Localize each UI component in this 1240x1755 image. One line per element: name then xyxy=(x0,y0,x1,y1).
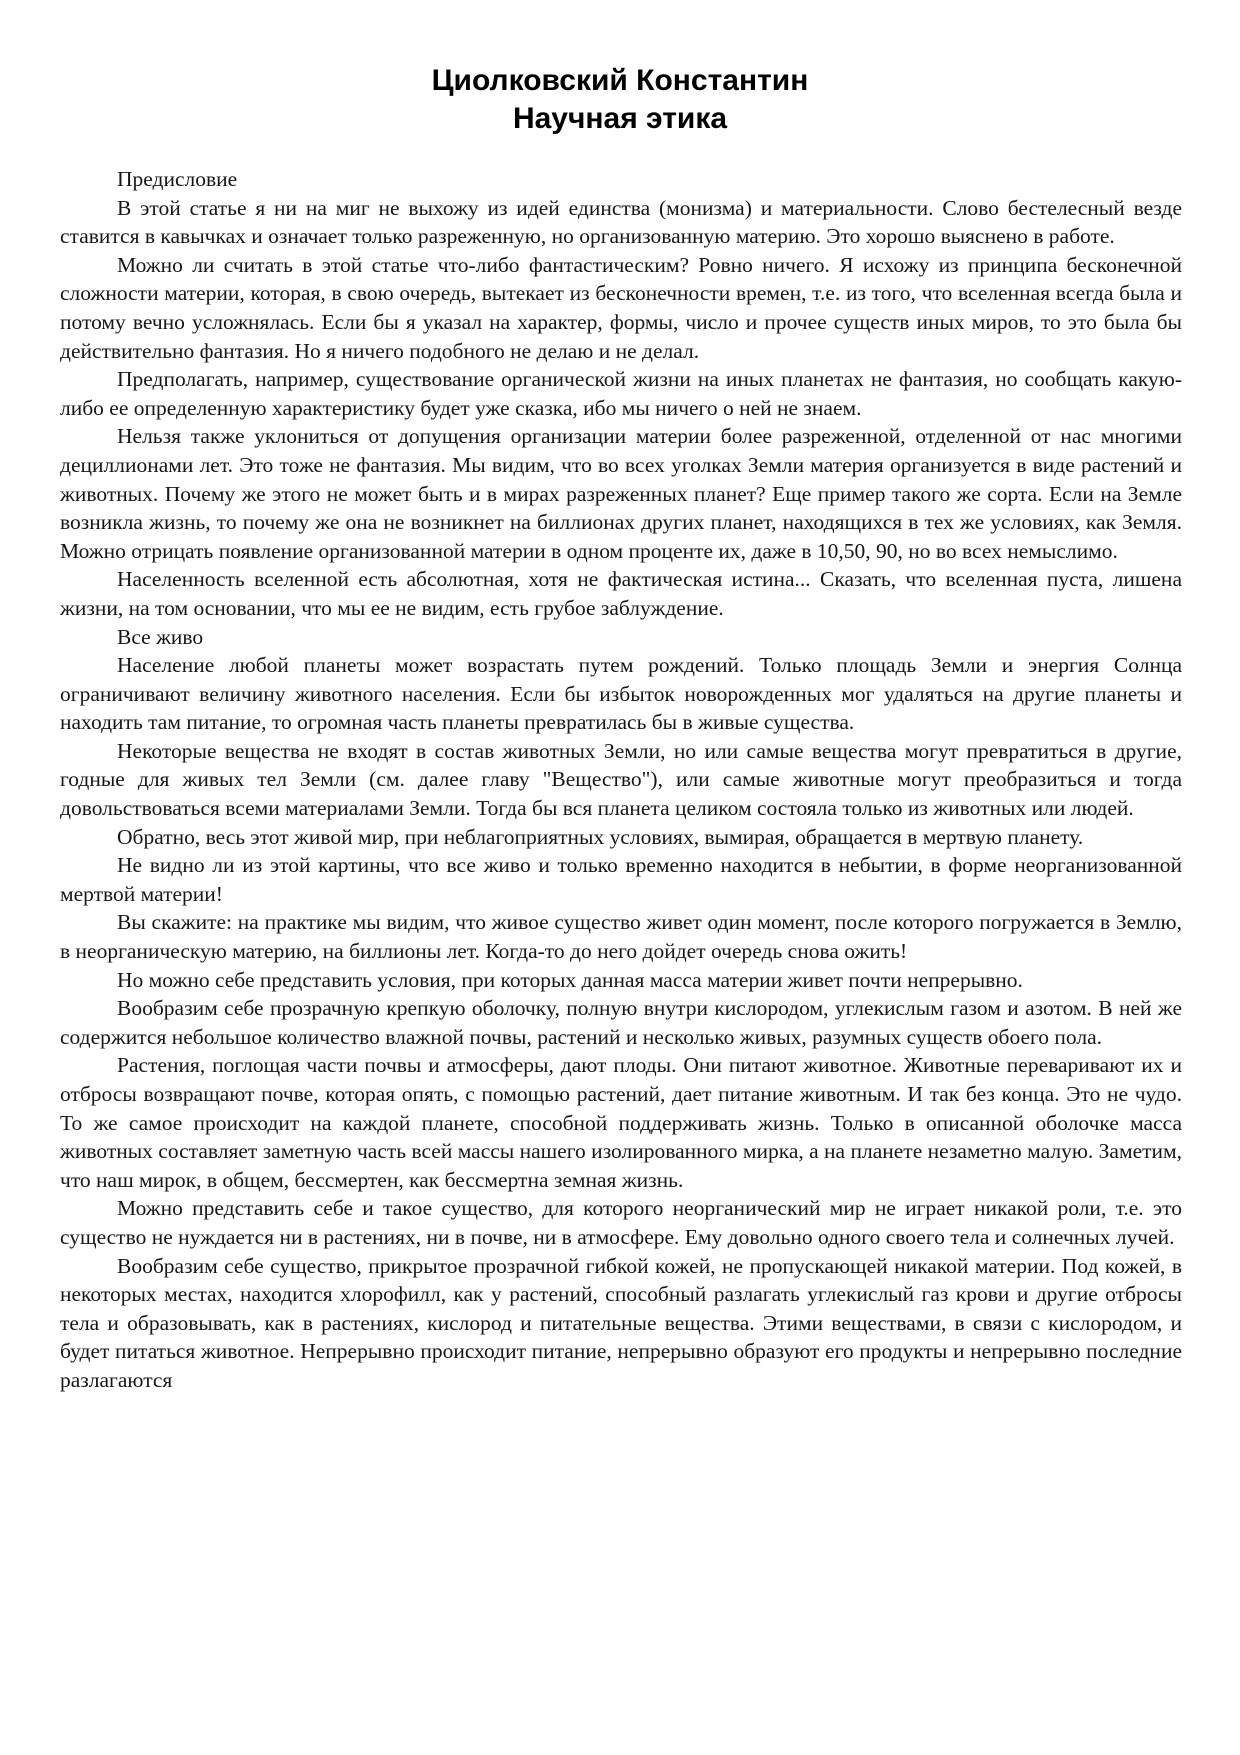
paragraph: Населенность вселенной есть абсолютная, хотя не фактическая истина... Сказать, что вселенная пуста, лишена жизни, на том основании, что мы ее не видим, есть грубое заблуждение. xyxy=(60,567,1182,620)
paragraph: Не видно ли из этой картины, что все живо и только временно находится в небытии, в форме неорганизованной мертвой материи! xyxy=(60,853,1182,906)
work-title: Научная этика xyxy=(512,102,728,135)
paragraph: Некоторые вещества не входят в состав животных Земли, но или самые вещества могут превратиться в другие, годные для живых тел Земли (см. далее главу "Вещество"), или самые животные могут преобразиться и тогда довольствоваться всеми материалами Земли. Тогда бы вся планета целиком состояла только из животных или людей. xyxy=(60,738,1182,821)
heading-preface: Предисловие xyxy=(117,167,238,191)
paragraph: Растения, поглощая части почвы и атмосферы, дают плоды. Они питают животное. Животные переваривают их и отбросы возвращают почве, которая опять, с помощью растений, дает питание животным. И так без конца. Это не чудо. То же самое происходит на каждой планете, способной поддерживать жизнь. Только в описанной оболочке масса животных составляет заметную часть всей массы нашего изолированного мирка, а на планете незаметно малую. Заметим, что наш мирок, в общем, бессмертен, как бессмертна земная жизнь. xyxy=(60,1053,1182,1192)
paragraph: Можно представить себе и такое существо, для которого неорганический мир не играет никакой роли, т.е. это существо не нуждается ни в растениях, ни в почве, ни в атмосфере. Ему довольно одного своего тела и солнечных лучей. xyxy=(60,1196,1182,1249)
paragraph: Вообразим себе существо, прикрытое прозрачной гибкой кожей, не пропускающей никакой материи. Под кожей, в некоторых местах, находится хлорофилл, как у растений, способный разлагать углекислый газ крови и другие отбросы тела и образовывать, как в растениях, кислород и питательные вещества. Этими веществами, в связи с кислородом, и будет питаться животное. Непрерывно происходит питание, непрерывно образуют его продукты и непрерывно последние разлагаются xyxy=(60,1253,1182,1392)
heading-all-alive: Все живо xyxy=(117,624,204,649)
paragraph: Вообразим себе прозрачную крепкую оболочку, полную внутри кислородом, углекислым газом и азотом. В ней же содержится небольшое количество влажной почвы, растений и несколько живых, разумных существ обоего пола. xyxy=(60,996,1182,1049)
paragraph: Обратно, весь этот живой мир, при неблагоприятных условиях, вымирая, обращается в мертвую планету. xyxy=(117,824,1084,849)
paragraph: Вы скажите: на практике мы видим, что живое существо живет один момент, после которого погружается в Землю, в неорганическую материю, на биллионы лет. Когда-то до него дойдет очередь снова ожить! xyxy=(60,910,1182,964)
document-title xyxy=(60,62,1180,138)
paragraph: В этой статье я ни на миг не выхожу из идей единства (монизма) и материальности. Слово бестелесный везде ставится в кавычках и означает только разреженную, но организованную материю. Это хорошо выяснено в работе. xyxy=(60,195,1182,249)
author-name: Циолковский Константин xyxy=(431,64,809,97)
paragraph: Можно ли считать в этой статье что-либо фантастическим? Ровно ничего. Я исхожу из принципа бесконечной сложности материи, которая, в свою очередь, вытекает из бесконечности времен, т.е. из того, что вселенная всегда была и потому вечно усложнялась. Если бы я указал на характер, формы, число и прочее существ иных миров, то это была бы действительно фантазия. Но я ничего подобного не делаю и не делал. xyxy=(60,252,1182,363)
paragraph: Но можно себе представить условия, при которых данная масса материи живет почти непрерывно. xyxy=(117,967,1023,992)
paragraph: Предполагать, например, существование органической жизни на иных планетах не фантазия, но сообщать какую-либо ее определенную характеристику будет уже сказка, ибо мы ничего о ней не знаем. xyxy=(60,367,1182,420)
paragraph: Население любой планеты может возрастать путем рождений. Только площадь Земли и энергия Солнца ограничивают величину животного населения. Если бы избыток новорожденных мог удаляться на другие планеты и находить там питание, то огромная часть планеты превратилась бы в живые существа. xyxy=(60,653,1182,735)
document-body xyxy=(60,165,1182,1395)
paragraph: Нельзя также уклониться от допущения организации материи более разреженной, отделенной от нас многими дециллионами лет. Это тоже не фантазия. Мы видим, что во всех уголках Земли материя организуется в виде растений и животных. Почему же этого не может быть и в мирах разреженных планет? Еще пример такого же сорта. Если на Земле возникла жизнь, то почему же она не возникнет на биллионах других планет, находящихся в тех же условиях, как Земля. Можно отрицать появление организованной материи в одном проценте их, даже в 10,50, 90, но во всех немыслимо. xyxy=(60,424,1182,563)
